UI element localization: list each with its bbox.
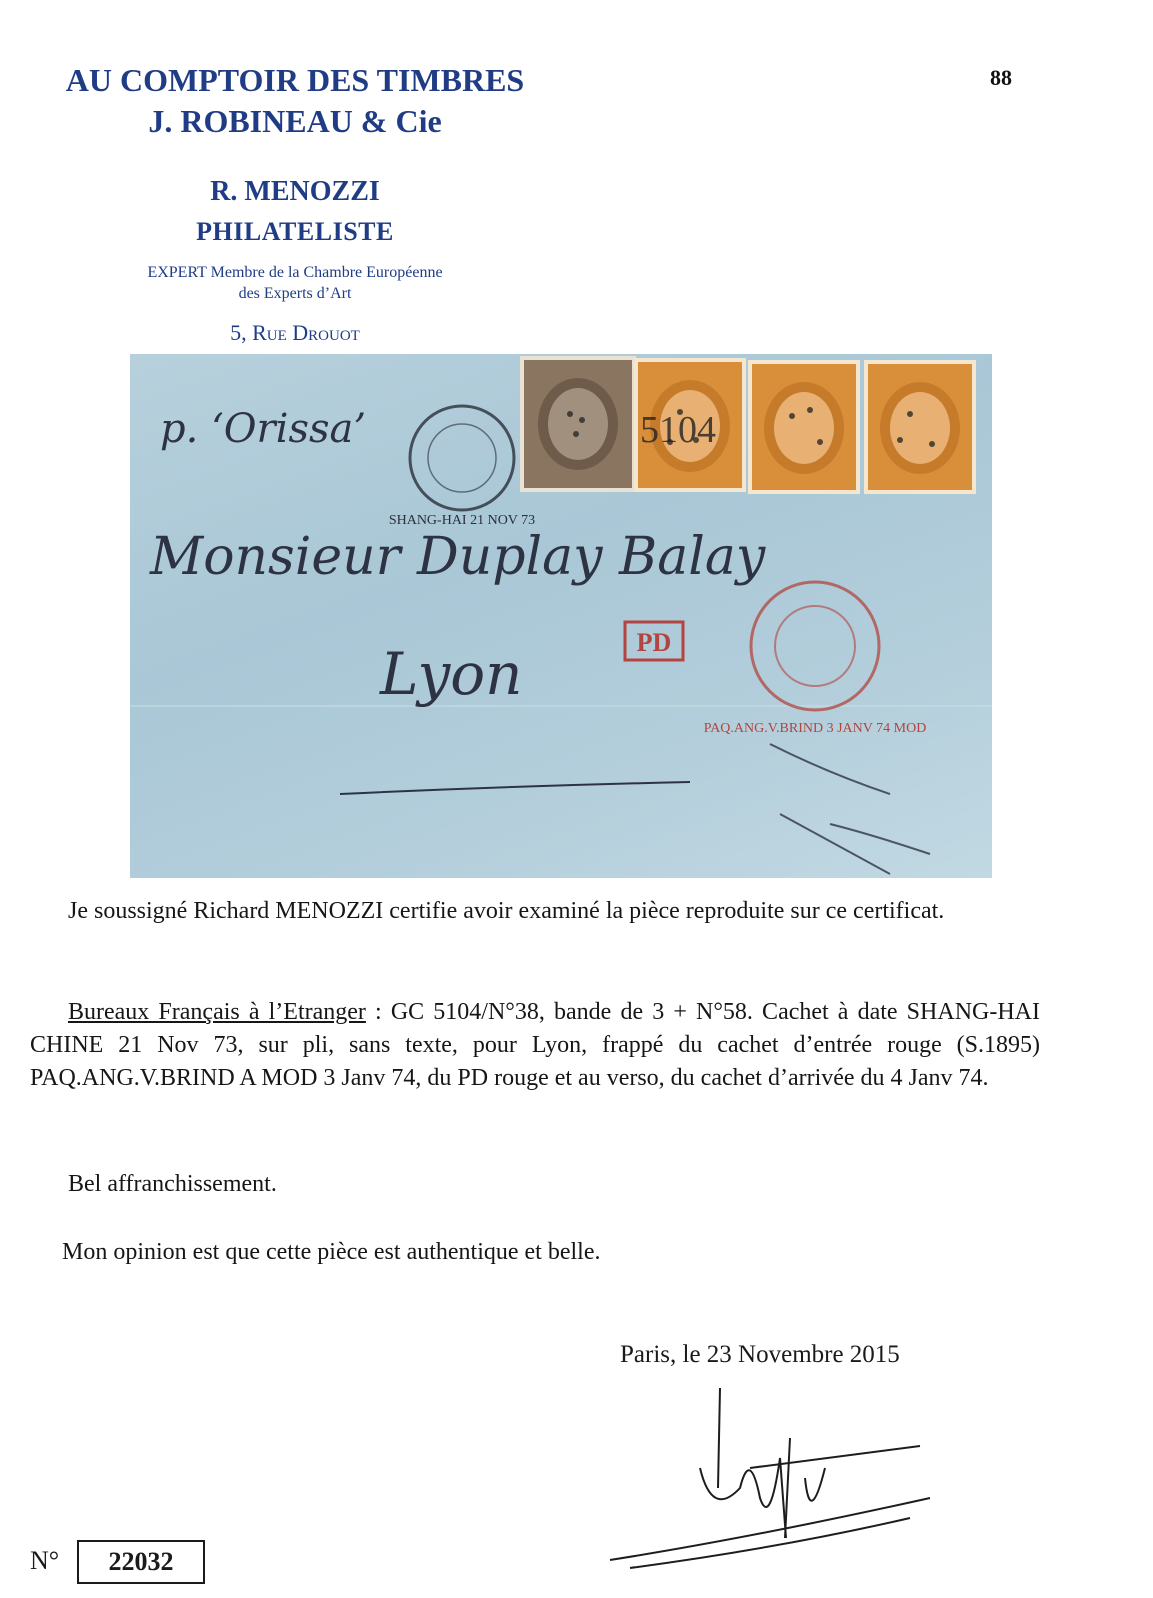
membership-line-1: EXPERT Membre de la Chambre Européenne xyxy=(147,264,443,281)
company-name: AU COMPTOIR DES TIMBRES xyxy=(65,62,525,98)
expert-title: PHILATELISTE xyxy=(196,217,394,246)
gc-number-cancel: 5104 xyxy=(640,409,716,451)
pd-mark xyxy=(625,622,683,660)
description-text: : GC 5104/N°38, bande de 3 + N°58. Cachet à date SHANG-HAI CHINE 21 Nov 73, sur pli, sans texte, pour Lyon, frappé du cachet d’entrée rouge (S.1895) PAQ.ANG.V.BRIND A MOD 3 Janv 74, du PD rouge et au verso, du cachet d’arrivée du 4 Janv 74. xyxy=(30,999,1041,1091)
category-heading: Bureaux Français à l’Etranger xyxy=(68,999,366,1025)
shanghai-postmark xyxy=(389,406,535,528)
stamp-orange-2 xyxy=(750,362,858,492)
cover-illustration xyxy=(130,354,992,878)
membership-line-2: des Experts d’Art xyxy=(238,285,352,302)
expert-address: 5, Rue Drouot xyxy=(230,320,360,345)
entry-postmark xyxy=(704,582,927,736)
item-description xyxy=(30,996,1040,1095)
routing-handwriting: p. ‘Orissa’ xyxy=(160,406,367,452)
expert-name: R. MENOZZI xyxy=(210,176,380,207)
expert-opinion: Mon opinion est que cette pièce est authentique et belle. xyxy=(62,1239,601,1265)
stamp-orange-3 xyxy=(866,362,974,492)
stamp-bistre xyxy=(522,358,634,490)
signature xyxy=(590,1378,950,1578)
cover-photo xyxy=(130,354,992,878)
pd-mark-text: PD xyxy=(636,628,672,657)
certification-statement: Je soussigné Richard MENOZZI certifie avoir examiné la pièce reproduite sur ce certificat. xyxy=(68,898,945,924)
expert-membership xyxy=(60,262,530,304)
page-number: 88 xyxy=(990,65,1012,90)
certificate-number-label: N° xyxy=(30,1546,60,1575)
certificate-number: 22032 xyxy=(77,1540,205,1584)
place-date: Paris, le 23 Novembre 2015 xyxy=(620,1341,900,1368)
company-partner: J. ROBINEAU & Cie xyxy=(148,103,442,139)
city-handwriting: Lyon xyxy=(380,640,523,708)
assessment-note: Bel affranchissement. xyxy=(68,1171,277,1197)
recipient-handwriting: Monsieur Duplay Balay xyxy=(150,527,766,587)
entry-postmark-text: PAQ.ANG.V.BRIND 3 JANV 74 MOD xyxy=(703,721,927,736)
shanghai-postmark-text: SHANG-HAI 21 NOV 73 xyxy=(388,513,536,528)
